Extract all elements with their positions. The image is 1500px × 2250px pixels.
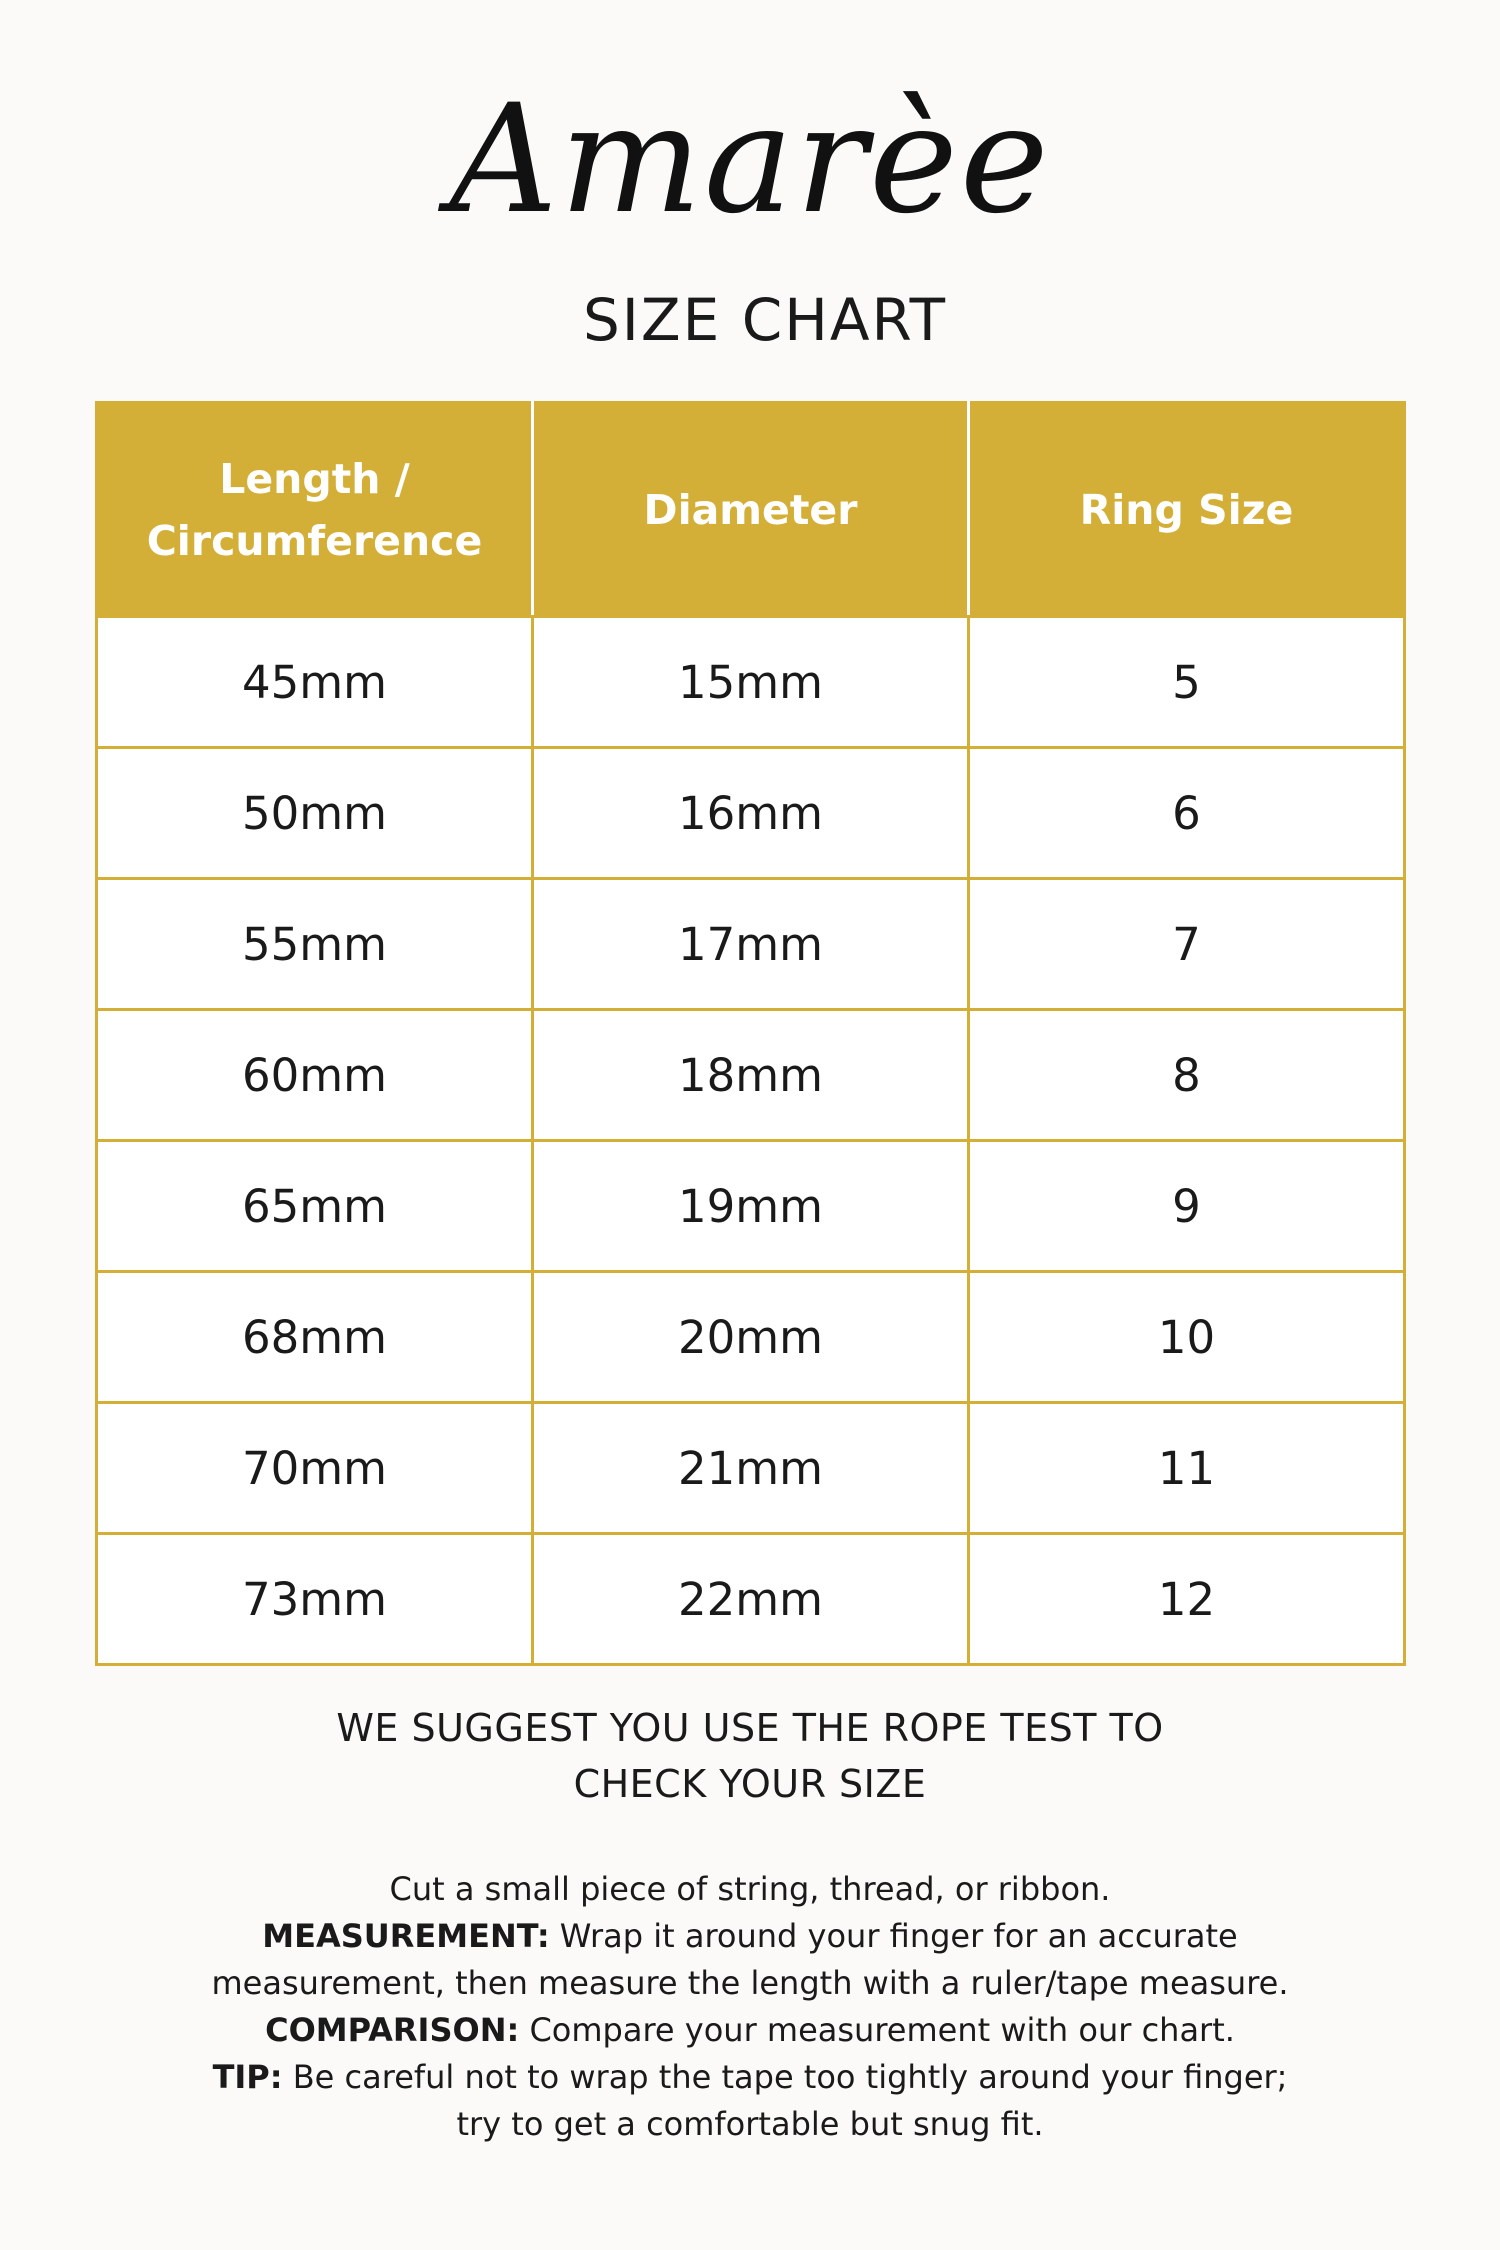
comparison-label: COMPARISON:	[265, 2011, 520, 2049]
cell-diameter: 18mm	[533, 1010, 969, 1141]
tip-text: Be careful not to wrap the tape too tightly around your finger;	[292, 2058, 1288, 2096]
instruction-tip-cont	[0, 2101, 1500, 2148]
cell-length: 68mm	[97, 1272, 533, 1403]
instruction-tip	[0, 2054, 1500, 2101]
cell-ring-size: 12	[969, 1534, 1405, 1665]
measurement-text: Wrap it around your finger for an accurate	[559, 1917, 1238, 1955]
cell-length: 45mm	[97, 617, 533, 748]
instruction-measurement-cont	[0, 1960, 1500, 2007]
tip-text-cont: try to get a comfortable but snug fit.	[456, 2105, 1044, 2143]
rope-test-suggestion	[0, 1700, 1500, 1812]
page-title: SIZE CHART	[582, 286, 948, 354]
table-row	[97, 1272, 1405, 1403]
table-header-row	[97, 403, 1405, 617]
instruction-measurement	[0, 1913, 1500, 1960]
cell-length: 60mm	[97, 1010, 533, 1141]
table-row	[97, 879, 1405, 1010]
cell-ring-size: 7	[969, 879, 1405, 1010]
cell-length: 50mm	[97, 748, 533, 879]
header-length: Length / Circumference	[97, 403, 533, 617]
table-row	[97, 748, 1405, 879]
header-ring-size: Ring Size	[969, 403, 1405, 617]
table-row	[97, 617, 1405, 748]
cell-ring-size: 6	[969, 748, 1405, 879]
cell-diameter: 17mm	[533, 879, 969, 1010]
cell-diameter: 20mm	[533, 1272, 969, 1403]
instructions	[0, 1866, 1500, 2148]
suggestion-line: CHECK YOUR SIZE	[573, 1762, 927, 1806]
header-diameter: Diameter	[533, 403, 969, 617]
cell-ring-size: 9	[969, 1141, 1405, 1272]
instruction-intro	[0, 1866, 1500, 1913]
cell-length: 70mm	[97, 1403, 533, 1534]
measurement-text-cont: measurement, then measure the length with a ruler/tape measure.	[211, 1964, 1289, 2002]
cell-diameter: 15mm	[533, 617, 969, 748]
cell-diameter: 21mm	[533, 1403, 969, 1534]
brand-logo: Amarèe	[449, 73, 1051, 247]
cell-ring-size: 10	[969, 1272, 1405, 1403]
cell-length: 73mm	[97, 1534, 533, 1665]
table-row	[97, 1403, 1405, 1534]
suggestion-line: WE SUGGEST YOU USE THE ROPE TEST TO	[336, 1706, 1164, 1750]
measurement-label: MEASUREMENT:	[262, 1917, 550, 1955]
cell-diameter: 19mm	[533, 1141, 969, 1272]
cell-ring-size: 5	[969, 617, 1405, 748]
tip-label: TIP:	[212, 2058, 283, 2096]
intro-text: Cut a small piece of string, thread, or ribbon.	[389, 1870, 1111, 1908]
table-row	[97, 1534, 1405, 1665]
cell-length: 55mm	[97, 879, 533, 1010]
cell-length: 65mm	[97, 1141, 533, 1272]
instruction-comparison	[0, 2007, 1500, 2054]
table-row	[97, 1141, 1405, 1272]
comparison-text: Compare your measurement with our chart.	[529, 2011, 1235, 2049]
cell-ring-size: 8	[969, 1010, 1405, 1141]
cell-diameter: 22mm	[533, 1534, 969, 1665]
size-table	[95, 401, 1406, 1666]
cell-ring-size: 11	[969, 1403, 1405, 1534]
cell-diameter: 16mm	[533, 748, 969, 879]
table-row	[97, 1010, 1405, 1141]
